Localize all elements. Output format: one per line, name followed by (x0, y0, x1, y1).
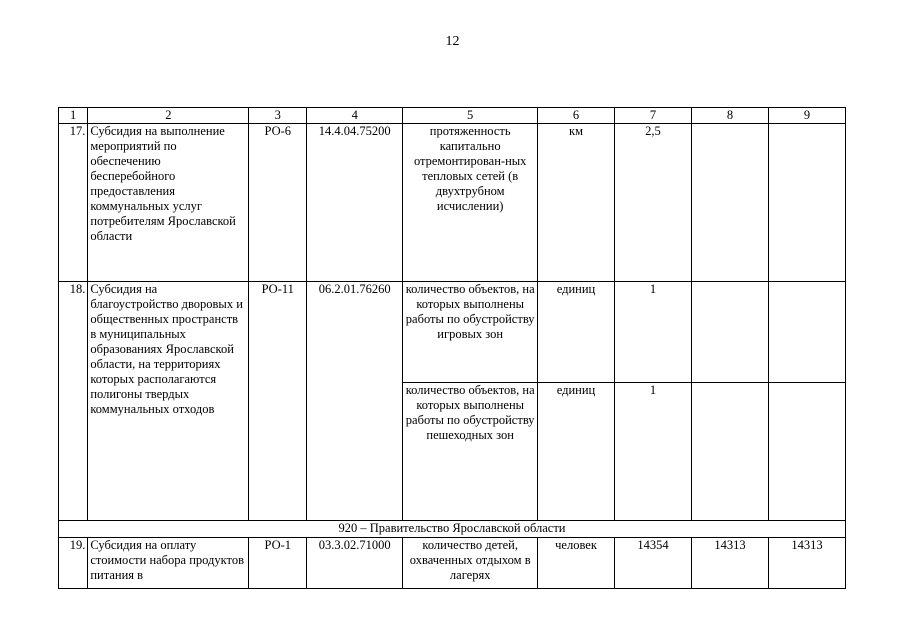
row-number: 17. (59, 124, 88, 282)
subsidy-name: Субсидия на оплату стоимости набора продуктов питания в (88, 538, 249, 589)
header-cell-4: 4 (307, 108, 403, 124)
indicator: количество объектов, на которых выполнены работы по обустройству игровых зон (403, 282, 538, 383)
value-col-7: 2,5 (615, 124, 692, 282)
value-col-7: 1 (615, 282, 692, 383)
header-cell-5: 5 (403, 108, 538, 124)
indicator: количество детей, охваченных отдыхом в лагерях (403, 538, 538, 589)
value-col-7: 14354 (615, 538, 692, 589)
table-header-row (59, 108, 846, 124)
value-col-8: 14313 (691, 538, 768, 589)
subsidy-table (58, 107, 846, 589)
budget-code: 06.2.01.76260 (307, 282, 403, 521)
region-code: РО-6 (249, 124, 307, 282)
value-col-7: 1 (615, 383, 692, 521)
indicator: протяженность капитально отремонтирован-ных тепловых сетей (в двухтрубном исчислении) (403, 124, 538, 282)
unit: км (538, 124, 615, 282)
header-cell-3: 3 (249, 108, 307, 124)
row-number: 18. (59, 282, 88, 521)
header-cell-2: 2 (88, 108, 249, 124)
header-cell-8: 8 (691, 108, 768, 124)
row-number: 19. (59, 538, 88, 589)
section-title: 920 – Правительство Ярославской области (59, 521, 846, 538)
value-col-9 (768, 282, 845, 383)
region-code: РО-1 (249, 538, 307, 589)
unit: единиц (538, 282, 615, 383)
header-cell-1: 1 (59, 108, 88, 124)
header-cell-7: 7 (615, 108, 692, 124)
subsidy-name: Субсидия на благоустройство дворовых и общественных пространств в муниципальных образованиях Ярославской области, на территориях которых располагаются полигоны твердых коммунальных отходов (88, 282, 249, 521)
table-row (59, 282, 846, 383)
region-code: РО-11 (249, 282, 307, 521)
value-col-9 (768, 383, 845, 521)
budget-code: 14.4.04.75200 (307, 124, 403, 282)
subsidy-name: Субсидия на выполнение мероприятий по обеспечению бесперебойного предоставления коммунальных услуг потребителям Ярославской области (88, 124, 249, 282)
indicator: количество объектов, на которых выполнены работы по обустройству пешеходных зон (403, 383, 538, 521)
table-row (59, 124, 846, 282)
value-col-8 (691, 124, 768, 282)
value-col-8 (691, 383, 768, 521)
value-col-9: 14313 (768, 538, 845, 589)
unit: единиц (538, 383, 615, 521)
section-row (59, 521, 846, 538)
unit: человек (538, 538, 615, 589)
value-col-8 (691, 282, 768, 383)
header-cell-9: 9 (768, 108, 845, 124)
value-col-9 (768, 124, 845, 282)
budget-code: 03.3.02.71000 (307, 538, 403, 589)
header-cell-6: 6 (538, 108, 615, 124)
page-number: 12 (445, 34, 460, 49)
table-row (59, 538, 846, 589)
